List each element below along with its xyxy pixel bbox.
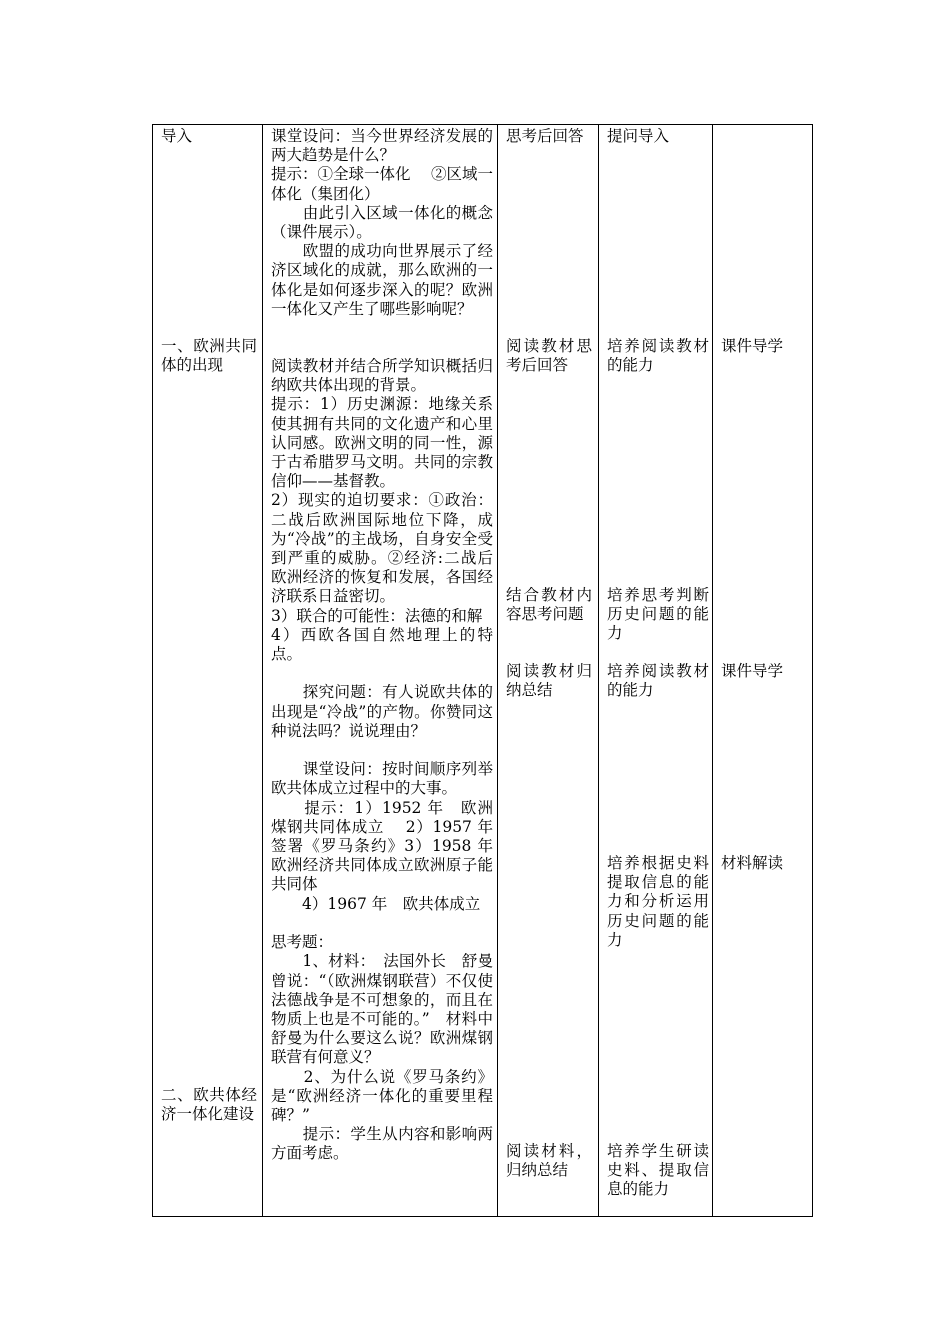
column-divider bbox=[497, 125, 498, 1216]
design-intent: 培养学生研读史料、提取信息的能力 bbox=[607, 1142, 709, 1199]
design-intent: 培养阅读教材的能力 bbox=[607, 337, 709, 375]
design-intent: 培养根据史料提取信息的能力和分析运用历史问题的能力 bbox=[607, 854, 709, 949]
column-divider bbox=[262, 125, 263, 1216]
design-intent: 培养思考判断历史问题的能力 bbox=[607, 586, 709, 643]
student-activity: 阅读材料，归纳总结 bbox=[506, 1142, 592, 1180]
content-main: 阅读教材并结合所学知识概括归纳欧共体出现的背景。 提示：1）历史渊源：地缘关系使其拥有共同的文化遗产和心里认同感。欧洲文明的同一性，源于古希腊罗马文明。共同的宗教信仰——基督教。 2）现实的迫切要求：①政治：二战后欧洲国际地位下降，成为“冷战”的主战场，自身安全受到严重的威胁。②经济:二战后欧洲经济的恢复和发展，各国经济联系日益密切。 3）联合的可能性：法德的和解 4）西欧各国自然地理上的特点。 探究问题：有人说欧共体的出现是“冷战”的产物。你赞同这种说法吗？说说理由？ 课堂设问：按时间顺序列举欧共体成立过程中的大事。 提示：1）1952 年 欧洲煤钢共同体成立 2）1957 年签署《罗马条约》3）1958 年 欧洲经济共同体成立欧洲原子能共同体 4）1967 年 欧共体成立 思考题： 1、材料： 法国外长 舒曼曾说：“（欧洲煤钢联营）不仅使法德战争是不可想象的，而且在物质上也是不可能的。” 材料中舒曼为什么要这么说？欧洲煤钢联营有何意义？ 2、为什么说《罗马条约》是“欧洲经济一体化的重要里程碑？” 提示：学生从内容和影响两方面考虑。 bbox=[271, 357, 493, 1163]
student-activity: 结合教材内容思考问题 bbox=[506, 586, 592, 624]
column-divider bbox=[712, 125, 713, 1216]
teaching-method: 课件导学 bbox=[721, 662, 784, 680]
section-ec-integration: 二、欧共体经济一体化建设 bbox=[161, 1086, 257, 1124]
teaching-method: 材料解读 bbox=[721, 854, 784, 872]
content-intro: 课堂设问：当今世界经济发展的两大趋势是什么？ 提示：①全球一体化 ②区域一体化（集团化） 由此引入区域一体化的概念（课件展示）。 欧盟的成功向世界展示了经济区域化的成就，那么欧洲的一体化是如何逐步深入的呢？欧洲一体化又产生了哪些影响呢？ bbox=[271, 127, 493, 318]
student-activity: 思考后回答 bbox=[506, 127, 584, 145]
section-intro: 导入 bbox=[161, 127, 193, 145]
student-activity: 阅读教材思考后回答 bbox=[506, 337, 592, 375]
section-ec-emergence: 一、欧洲共同体的出现 bbox=[161, 337, 257, 375]
design-intent: 提问导入 bbox=[607, 127, 670, 145]
teaching-method: 课件导学 bbox=[721, 337, 784, 355]
design-intent: 培养阅读教材的能力 bbox=[607, 662, 709, 700]
column-divider bbox=[598, 125, 599, 1216]
lesson-plan-table bbox=[152, 124, 813, 1217]
student-activity: 阅读教材归纳总结 bbox=[506, 662, 592, 700]
